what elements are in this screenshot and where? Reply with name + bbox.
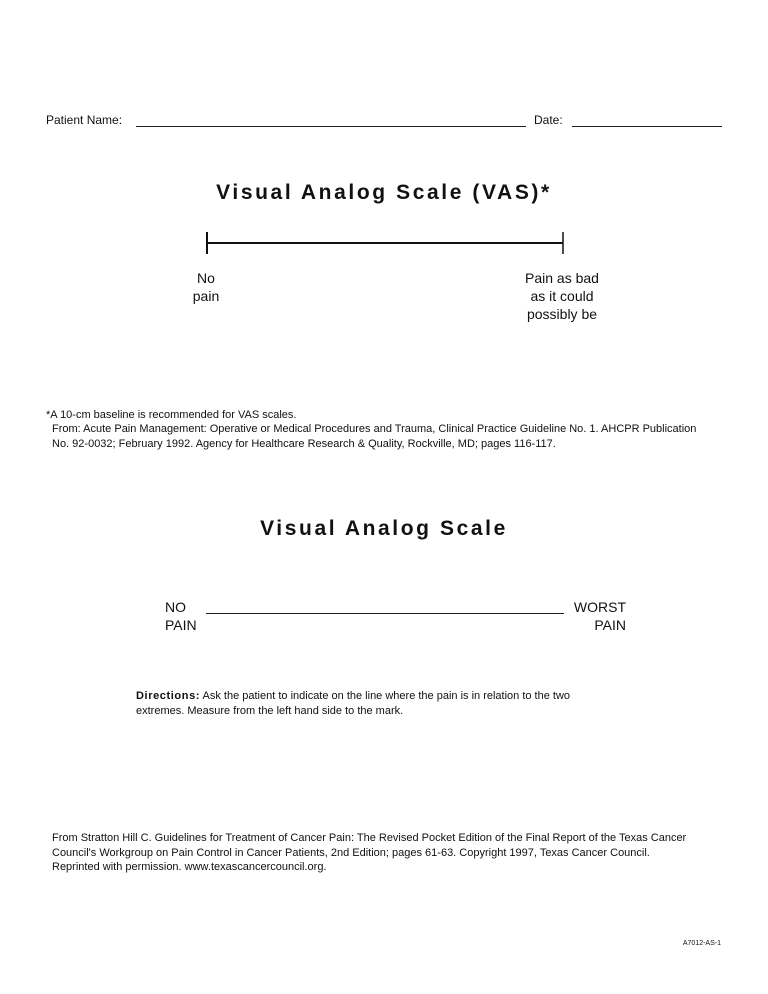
directions-label: Directions: [136,690,201,702]
vas2-title: Visual Analog Scale [260,517,508,540]
directions-text [136,689,570,704]
footnote-line-2: From: Acute Pain Management: Operative or Medical Procedures and Trauma, Clinical Practice Guideline No. 1. AHCPR Publication [52,423,697,435]
directions-body: Ask the patient to indicate on the line where the pain is in relation to the two [200,690,571,702]
patient-name-label: Patient Name: [46,113,123,127]
vas2-right-anchor: WORST PAIN [573,599,626,633]
vas2-left-anchor: NO PAIN [165,599,197,633]
vas-title: Visual Analog Scale (VAS)* [216,181,552,204]
vas2-scale-line[interactable] [206,613,564,614]
source-line-2: Council's Workgroup on Pain Control in Cancer Patients, 2nd Edition; pages 61-63. Copyright 1997, Texas Cancer Council. [52,847,650,859]
date-label: Date: [534,113,563,127]
vas-left-anchor: No pain [192,270,220,304]
footnote-line-3: No. 92-0032; February 1992. Agency for Healthcare Research & Quality, Rockville, MD; pages 116-117. [52,438,556,450]
patient-name-field[interactable] [136,126,526,127]
date-field[interactable] [572,126,722,127]
form-code: A7012-AS-1 [682,940,721,947]
source-line-3: Reprinted with permission. www.texascancercouncil.org. [52,861,327,873]
source-line-1: From Stratton Hill C. Guidelines for Treatment of Cancer Pain: The Revised Pocket Edition of the Final Report of the Texas Cancer [52,832,687,844]
directions-text-2: extremes. Measure from the left hand side to the mark. [136,705,404,717]
vas-right-anchor: Pain as bad as it could possibly be [525,270,599,322]
footnote-line-1: *A 10-cm baseline is recommended for VAS scales. [46,409,297,421]
vas-scale-line[interactable] [202,229,564,257]
